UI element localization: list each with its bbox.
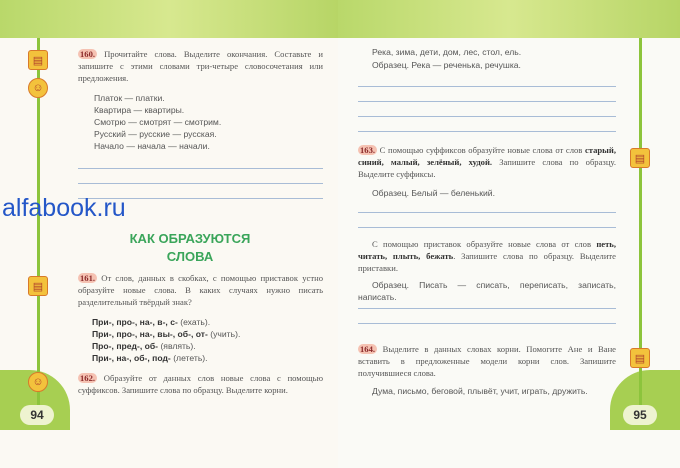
writing-line <box>78 168 323 169</box>
face-icon: ☺ <box>28 78 48 98</box>
exercise-160 <box>78 48 323 84</box>
watermark: alfabook.ru <box>2 194 126 222</box>
exercise-161 <box>78 272 323 308</box>
base-words: петь, читать, плыть, бежать <box>358 239 616 261</box>
prefixes: Про-, пред-, об- <box>92 341 159 351</box>
exercise-number: 164. <box>360 344 376 354</box>
prefix-task <box>358 238 616 274</box>
writing-line <box>358 212 616 213</box>
header-band <box>338 0 680 38</box>
exercise-text: Образуйте от данных слов новые слова с помощью суффиксов. Запишите слова по образцу. Выделите корни. <box>78 373 323 395</box>
word-list <box>94 92 221 152</box>
section-heading: КАК ОБРАЗУЮТСЯ СЛОВА <box>129 231 251 264</box>
prefixes: При-, на-, об-, под- <box>92 353 171 363</box>
word-line: Начало — начала — начали. <box>94 141 210 151</box>
exercise-number: 163. <box>360 145 376 155</box>
prefixes: При-, про-, на-, вы-, об-, от- <box>92 329 208 339</box>
exercise-number: 160. <box>80 49 96 59</box>
prefixes: При-, про-, на-, в-, с- <box>92 317 178 327</box>
writing-line <box>358 116 616 117</box>
prefix-list <box>92 316 240 364</box>
root-word: (ехать). <box>180 317 211 327</box>
exercise-text: От слов, данных в скобках, с помощью приставок устно образуйте новые слова. В каких случаях нужно писать разделительный твёрдый знак? <box>78 273 323 307</box>
prefix-row <box>92 352 240 364</box>
exercise-163 <box>358 144 616 180</box>
book-icon: ▤ <box>630 348 650 368</box>
writing-line <box>78 183 323 184</box>
book-icon: ▤ <box>630 148 650 168</box>
exercise-text: Выделите в данных словах корни. Помогите Ане и Ване вставить в предложенные модели корни слов. Запишите получившиеся слова. <box>358 344 616 378</box>
exercise-text: Прочитайте слова. Выделите окончания. Составьте и запишите с этими словами три-четыре словосочетания или предложения. <box>78 49 323 83</box>
book-icon: ▤ <box>28 50 48 70</box>
word-line: Квартира — квартиры. <box>94 105 185 115</box>
word-line: Смотрю — смотрят — смотрим. <box>94 117 222 127</box>
writing-line <box>358 101 616 102</box>
root-word: (учить). <box>210 329 241 339</box>
task-text: С помощью приставок образуйте новые слова от слов <box>372 239 597 249</box>
exercise-text: Запишите слова по образцу. Выделите суффиксы. <box>358 157 617 179</box>
prefix-row <box>92 340 240 352</box>
page-number: 94 <box>20 405 54 425</box>
left-page <box>0 0 338 468</box>
writing-line <box>358 131 616 132</box>
exercise-text: С помощью суффиксов образуйте новые слова от слов <box>379 145 585 155</box>
task-text: . Запишите слова по образцу. Выделите приставки. <box>358 251 616 273</box>
right-page <box>338 0 680 468</box>
root-word: (лететь). <box>173 353 208 363</box>
page-number: 95 <box>623 405 657 425</box>
prefix-row <box>92 316 240 328</box>
root-word: (являть). <box>160 341 196 351</box>
sample: Образец. Белый — беленький. <box>372 188 495 198</box>
sample: Образец. Река — реченька, речушка. <box>372 60 521 70</box>
exercise-162 <box>78 372 323 396</box>
exercise-164 <box>358 343 616 379</box>
writing-line <box>358 86 616 87</box>
base-words: старый, синий, малый, зелёный, худой. <box>358 145 616 167</box>
word-line: Платок — платки. <box>94 93 165 103</box>
writing-line <box>358 308 616 309</box>
word-list: Дума, письмо, беговой, плывёт, учит, играть, дружить. <box>372 386 588 396</box>
writing-line <box>358 323 616 324</box>
header-band <box>0 0 338 38</box>
word-list: Река, зима, дети, дом, лес, стол, ель. <box>372 47 522 57</box>
exercise-number: 162. <box>80 373 96 383</box>
face-icon: ☺ <box>28 372 48 392</box>
book-icon: ▤ <box>28 276 48 296</box>
sample: Образец. Писать — списать, переписать, записать, написать. <box>358 280 616 302</box>
exercise-number: 161. <box>80 273 96 283</box>
prefix-row <box>92 328 240 340</box>
writing-line <box>358 227 616 228</box>
word-line: Русский — русские — русская. <box>94 129 217 139</box>
